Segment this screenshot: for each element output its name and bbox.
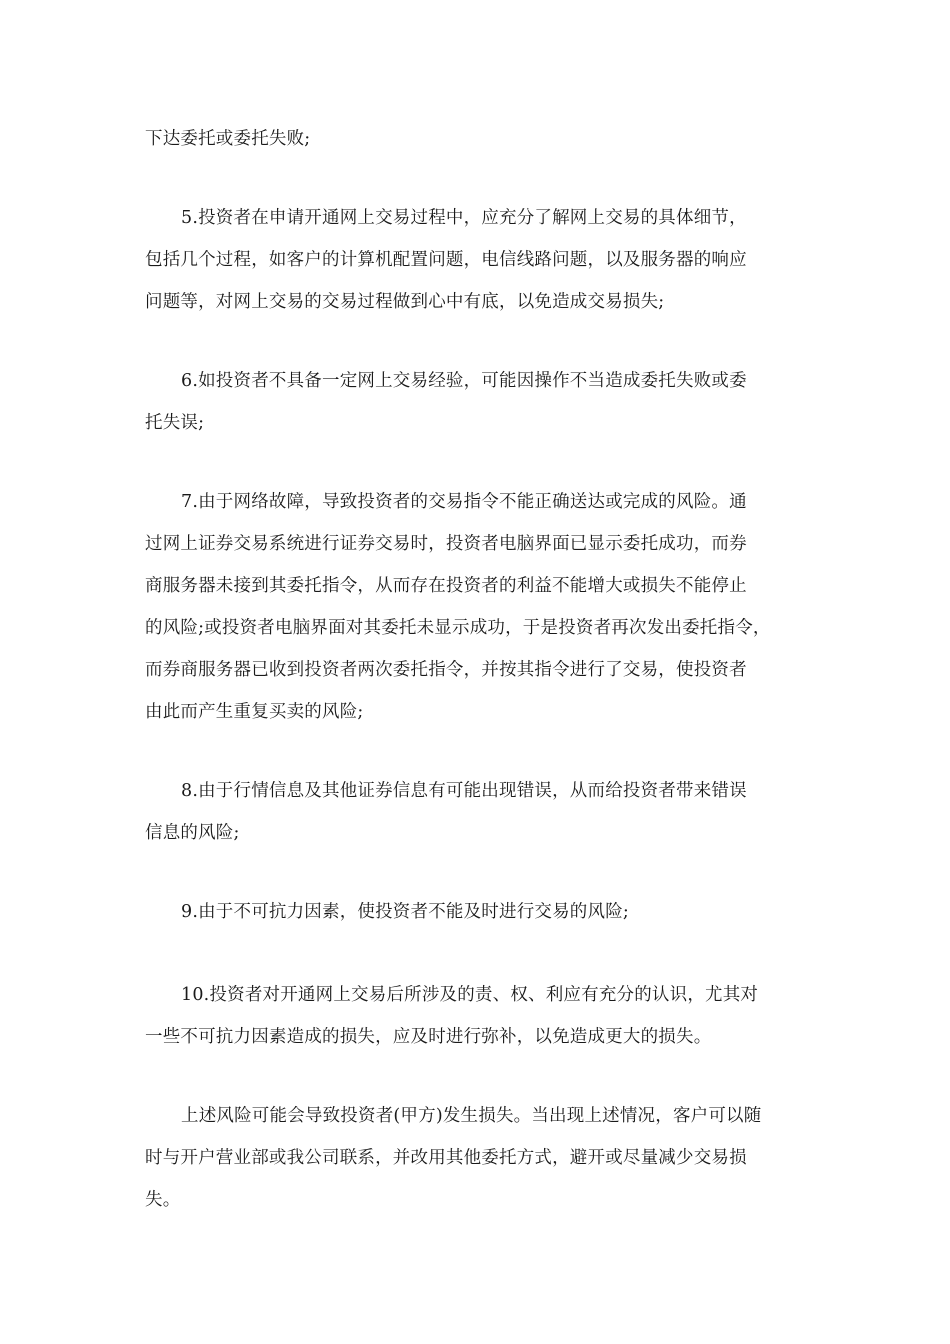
- paragraph-7-line-4: 的风险;或投资者电脑界面对其委托未显示成功，于是投资者再次发出委托指令，: [145, 618, 771, 638]
- paragraph-7-line-3: 商服务器未接到其委托指令，从而存在投资者的利益不能增大或损失不能停止: [145, 576, 747, 596]
- paragraph-10-line-1: 10.投资者对开通网上交易后所涉及的责、权、利应有充分的认识，尤其对: [181, 985, 759, 1005]
- text-line: 下达委托或委托失败;: [145, 129, 311, 149]
- paragraph-5-line-2: 包括几个过程，如客户的计算机配置问题，电信线路问题，以及服务器的响应: [145, 250, 747, 270]
- paragraph-7-line-5: 而券商服务器已收到投资者两次委托指令，并按其指令进行了交易，使投资者: [145, 660, 747, 680]
- paragraph-6-line-2: 托失误;: [145, 413, 205, 433]
- paragraph-8-line-2: 信息的风险;: [145, 823, 240, 843]
- summary-line-2: 时与开户营业部或我公司联系，并改用其他委托方式，避开或尽量减少交易损: [145, 1148, 747, 1168]
- paragraph-5-line-3: 问题等，对网上交易的交易过程做到心中有底，以免造成交易损失;: [145, 292, 665, 312]
- summary-line-1: 上述风险可能会导致投资者(甲方)发生损失。当出现上述情况，客户可以随: [181, 1106, 762, 1126]
- paragraph-7-line-1: 7.由于网络故障，导致投资者的交易指令不能正确送达或完成的风险。通: [181, 492, 747, 512]
- paragraph-7-line-6: 由此而产生重复买卖的风险;: [145, 702, 364, 722]
- paragraph-8-line-1: 8.由于行情信息及其他证券信息有可能出现错误，从而给投资者带来错误: [181, 781, 747, 801]
- paragraph-9-line-1: 9.由于不可抗力因素，使投资者不能及时进行交易的风险;: [181, 902, 629, 922]
- summary-line-3: 失。: [145, 1190, 181, 1210]
- paragraph-6-line-1: 6.如投资者不具备一定网上交易经验，可能因操作不当造成委托失败或委: [181, 371, 747, 391]
- paragraph-5-line-1: 5.投资者在申请开通网上交易过程中，应充分了解网上交易的具体细节，: [181, 208, 747, 228]
- paragraph-7-line-2: 过网上证券交易系统进行证券交易时，投资者电脑界面已显示委托成功，而券: [145, 534, 747, 554]
- paragraph-10-line-2: 一些不可抗力因素造成的损失，应及时进行弥补，以免造成更大的损失。: [145, 1027, 712, 1047]
